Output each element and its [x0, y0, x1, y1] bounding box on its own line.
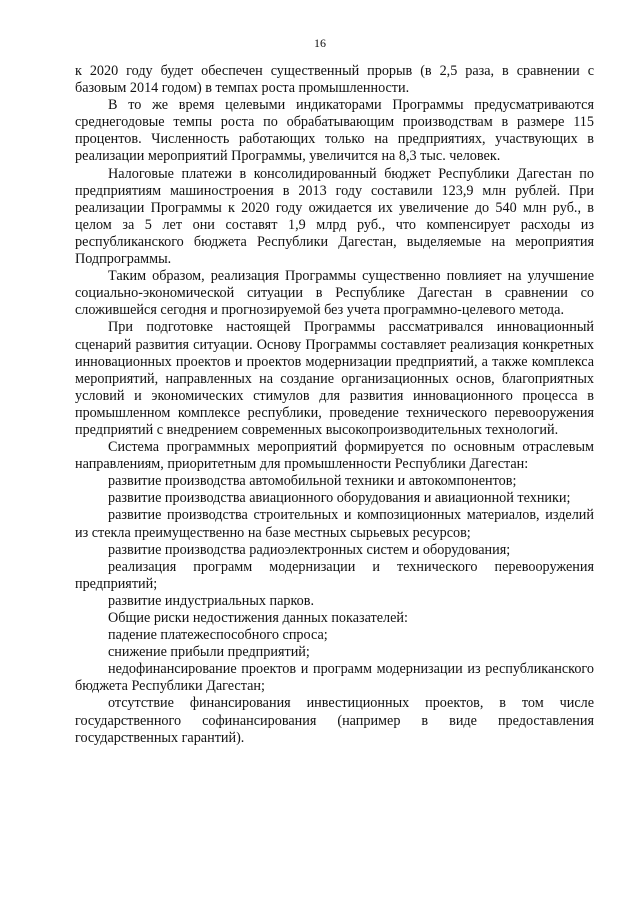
list-item: развитие производства автомобильной техники и автокомпонентов; — [108, 473, 517, 490]
body-text — [75, 63, 594, 747]
list-item: снижение прибыли предприятий; — [108, 644, 310, 661]
paragraph: к 2020 году будет обеспечен существенный прорыв (в 2,5 раза, в сравнении с базовым 2014 годом) в темпах роста промышленности. — [75, 63, 594, 97]
list-item: отсутствие финансирования инвестиционных проектов, в том числе государственного софинансирования (например в виде предоставления государственных гарантий). — [75, 695, 594, 746]
paragraph: Таким образом, реализация Программы существенно повлияет на улучшение социально-экономической ситуации в Республике Дагестан в сравнении со сложившейся сегодня и прогнозируемой без учета программно-целевого метода. — [75, 268, 594, 319]
list-item: развитие производства радиоэлектронных систем и оборудования; — [108, 541, 511, 558]
paragraph: Общие риски недостижения данных показателей: — [108, 610, 408, 626]
list-item: развитие индустриальных парков. — [108, 592, 315, 609]
paragraph: Система программных мероприятий формируется по основным отраслевым направлениям, приоритетным для промышленности Республики Дагестан: — [75, 439, 594, 473]
page-number: 16 — [314, 36, 326, 50]
list-item: развитие производства авиационного оборудования и авиационной техники; — [108, 490, 571, 507]
paragraph: Налоговые платежи в консолидированный бюджет Республики Дагестан по предприятиям машиностроения в 2013 году составили 123,9 млн рублей. При реализации Программы к 2020 году ожидается их увеличение до 540 млн руб., в целом за 5 лет они составят 1,9 млрд руб., что компенсирует расходы из республиканского бюджета Республики Дагестан, выделяемые на мероприятия Подпрограммы. — [75, 165, 594, 268]
list-item: недофинансирование проектов и программ модернизации из республиканского бюджета Республики Дагестан; — [75, 661, 594, 695]
paragraph: В то же время целевыми индикаторами Программы предусматриваются среднегодовые темпы роста по обрабатывающим производствам в размере 115 процентов. Численность работающих только на предприятиях, участвующих в реализации мероприятий Программы, увеличится на 8,3 тыс. человек. — [75, 97, 594, 165]
list-item: реализация программ модернизации и технического перевооружения предприятий; — [75, 558, 594, 592]
list-item: развитие производства строительных и композиционных материалов, изделий из стекла преимущественно на базе местных сырьевых ресурсов; — [75, 507, 594, 541]
paragraph: При подготовке настоящей Программы рассматривался инновационный сценарий развития ситуации. Основу Программы составляет реализация конкретных инновационных проектов и проектов модернизации предприятий, а также комплекса мероприятий, направленных на создание организационных основ, благоприятных условий и экономических стимулов для развития инновационного процесса в промышленном комплексе республики, проведение технического перевооружения предприятий с внедрением современных высокопроизводительных технологий. — [75, 319, 594, 438]
list-item: падение платежеспособного спроса; — [108, 627, 328, 644]
